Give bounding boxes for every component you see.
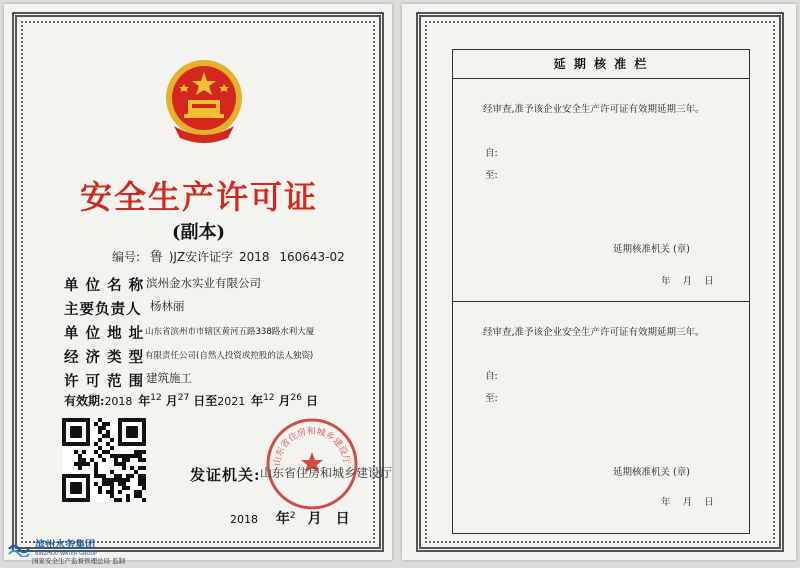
extension-approval-box xyxy=(452,49,750,534)
field-label-economic-type: 经 济 类 型 xyxy=(64,349,145,366)
national-emblem-icon xyxy=(156,52,252,148)
number-mid: )JZ安许证字 xyxy=(168,250,234,264)
qr-code-icon xyxy=(62,418,146,502)
number-label: 编号: xyxy=(112,250,141,264)
authority-label: 延期核准机关 (章) xyxy=(613,467,690,478)
certificate-back-page xyxy=(402,4,796,560)
extension-section-1 xyxy=(453,79,749,301)
certificate-front-page xyxy=(4,4,393,565)
issue-date: 2018 年$^2$ 月 日 xyxy=(230,511,350,527)
to-label: 至: xyxy=(485,170,498,181)
number-prefix: 鲁 xyxy=(149,250,163,265)
certificate-subtitle: (副本) xyxy=(172,222,226,243)
approval-text: 经审查,准予该企业安全生产许可证有效期延期三年。 xyxy=(483,104,705,115)
field-value-address: 山东省滨州市市辖区黄河五路338路水利大厦 xyxy=(145,327,315,337)
number-suffix: 160643-02 xyxy=(279,250,345,264)
extension-heading: 延 期 核 准 栏 xyxy=(453,50,749,79)
approval-text: 经审查,准予该企业安全生产许可证有效期延期三年。 xyxy=(483,327,705,338)
footer-text: 国家安全生产监督管理总局 监制 xyxy=(32,557,126,565)
field-label-scope: 许 可 范 围 xyxy=(64,373,145,390)
field-label-address: 单 位 地 址 xyxy=(64,325,145,342)
authority-label: 延期核准机关 (章) xyxy=(613,244,690,255)
field-value-principal: 杨林丽 xyxy=(150,299,185,313)
from-label: 自: xyxy=(485,148,498,159)
issuer-value: 山东省住房和城乡建设厅 xyxy=(260,466,393,480)
date-label: 年 月 日 xyxy=(661,497,714,508)
seal-text: 山东省住房和城乡建设厅 xyxy=(272,426,352,467)
validity-period: 有效期:2018 年$^{12}$ 月$^{27}$ 日至2021 年$^{12}$ 月$^{26}$ 日 xyxy=(64,393,318,408)
field-value-economic-type: 有限责任公司(自然人投资或控股的法人独资) xyxy=(145,351,314,361)
number-year: 2018 xyxy=(239,250,270,264)
field-label-company: 单 位 名 称 xyxy=(64,277,145,294)
certificate-number xyxy=(112,246,345,265)
extension-section-2 xyxy=(453,302,749,532)
issuer-label: 发证机关: xyxy=(190,466,261,484)
water-wave-icon xyxy=(8,541,30,557)
field-value-scope: 建筑施工 xyxy=(146,371,192,385)
company-logo xyxy=(8,538,97,557)
from-label: 自: xyxy=(485,371,498,382)
certificate-title: 安全生产许可证 xyxy=(80,178,319,216)
field-label-principal: 主要负责人 xyxy=(64,301,142,318)
to-label: 至: xyxy=(485,393,498,404)
logo-text: 滨州水务集团 xyxy=(35,540,96,551)
logo-english: BINZHOU WATER GROUP xyxy=(35,551,98,557)
field-value-company: 滨州金水实业有限公司 xyxy=(146,276,261,290)
date-label: 年 月 日 xyxy=(661,276,714,287)
